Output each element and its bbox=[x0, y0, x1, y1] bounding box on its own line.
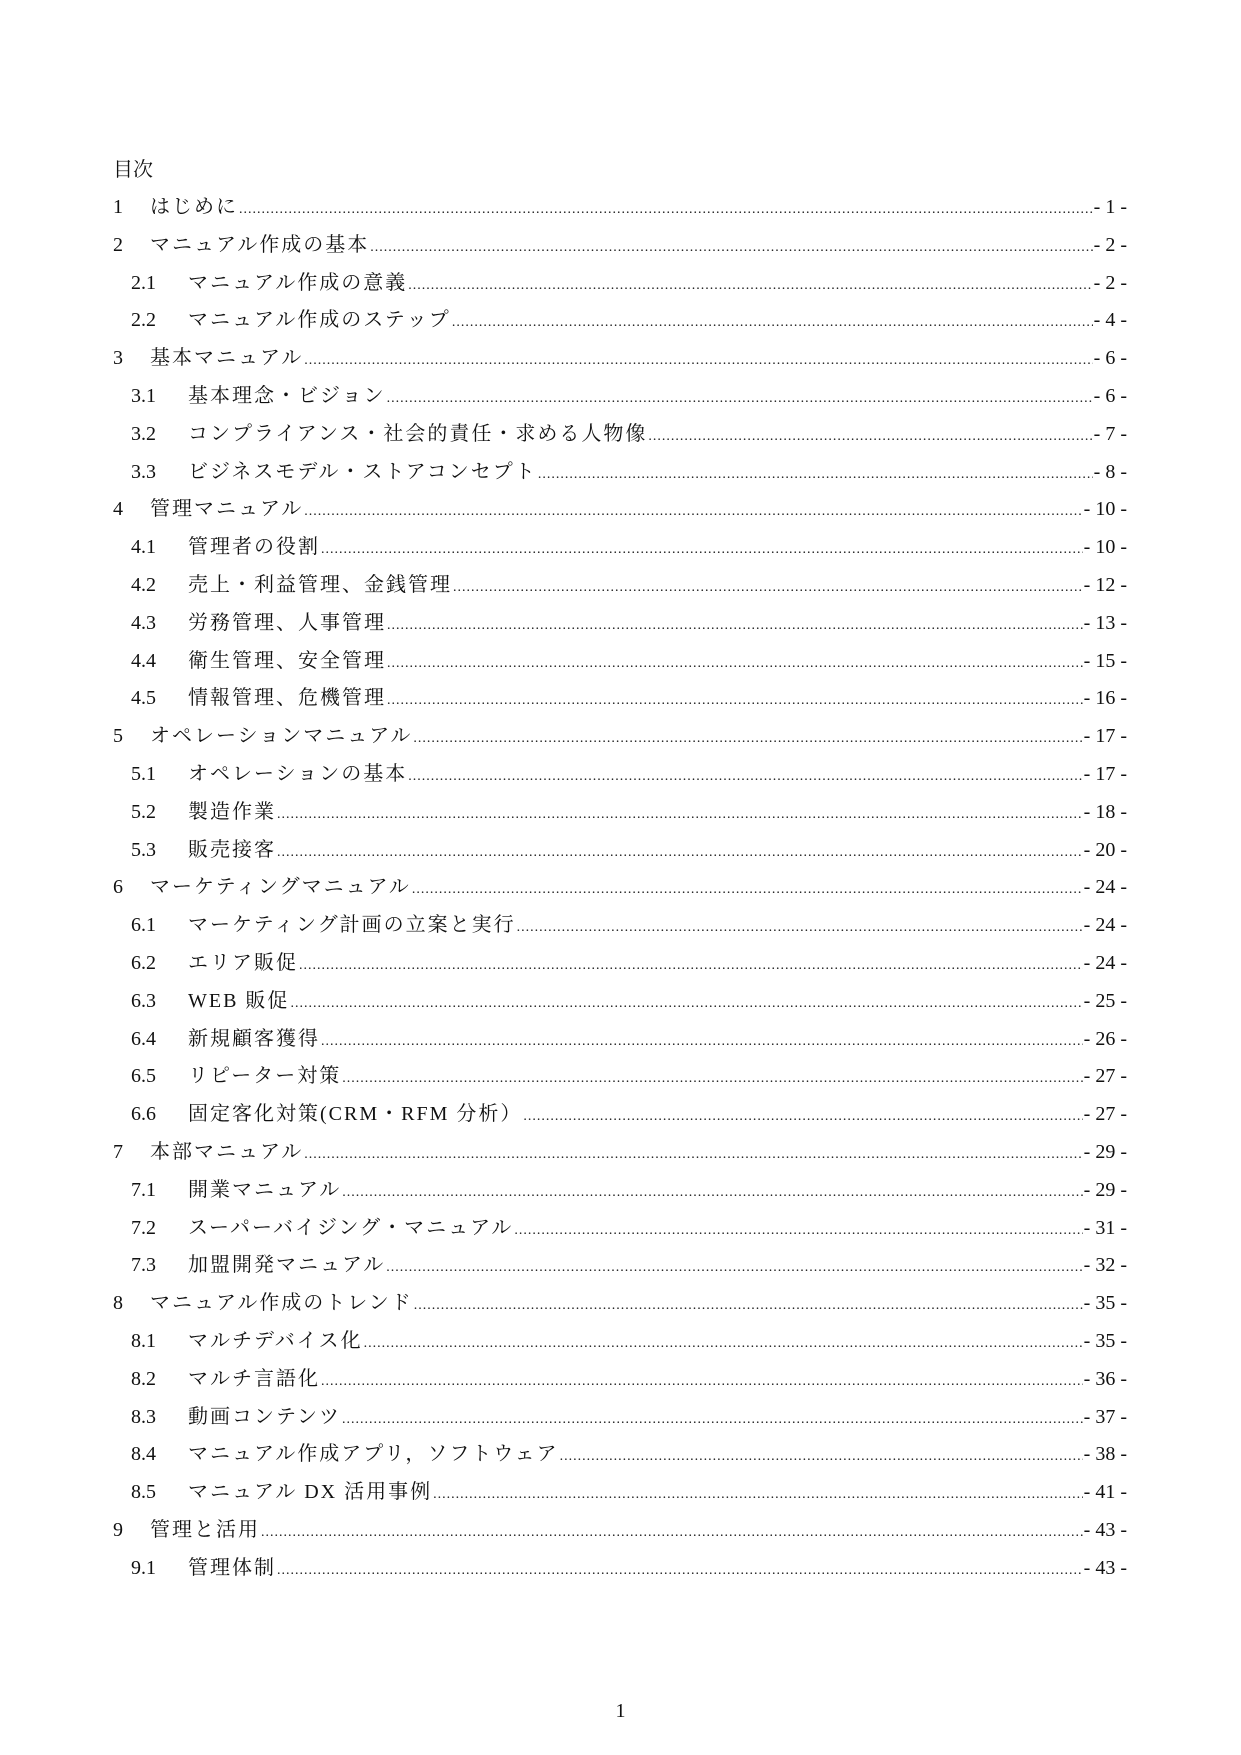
page-reference: - 24 - bbox=[1083, 914, 1127, 937]
section-number: 3.3 bbox=[131, 460, 156, 483]
toc-entry[interactable] bbox=[113, 1287, 1127, 1325]
dot-leader bbox=[560, 1441, 1083, 1473]
page-reference: - 27 - bbox=[1083, 1065, 1127, 1088]
section-title: 製造作業 bbox=[188, 800, 276, 823]
dot-leader bbox=[408, 761, 1082, 793]
page-reference: - 41 - bbox=[1083, 1481, 1127, 1504]
page-reference: - 37 - bbox=[1083, 1405, 1127, 1428]
section-number: 6.3 bbox=[131, 989, 156, 1012]
section-title: マニュアル作成の基本 bbox=[150, 233, 370, 256]
page-reference: - 18 - bbox=[1083, 800, 1127, 823]
section-number: 6.2 bbox=[131, 951, 156, 974]
dot-leader bbox=[387, 648, 1083, 680]
dot-leader bbox=[387, 610, 1083, 642]
dot-leader bbox=[277, 1555, 1083, 1587]
page-reference: - 10 - bbox=[1083, 498, 1127, 521]
section-title: 販売接客 bbox=[188, 838, 276, 861]
page-reference: - 25 - bbox=[1083, 989, 1127, 1012]
toc-entry[interactable] bbox=[113, 1476, 1127, 1514]
dot-leader bbox=[299, 950, 1083, 982]
section-title: マニュアル DX 活用事例 bbox=[188, 1481, 433, 1504]
section-number: 6.4 bbox=[131, 1027, 156, 1050]
section-title: 固定客化対策(CRM・RFM 分析） bbox=[188, 1103, 523, 1126]
section-title: マーケティング計画の立案と実行 bbox=[188, 914, 516, 937]
section-number: 3 bbox=[113, 347, 123, 370]
dot-leader bbox=[538, 459, 1093, 491]
dot-leader bbox=[370, 232, 1092, 264]
toc-entry[interactable] bbox=[113, 758, 1127, 796]
toc-entry[interactable] bbox=[113, 1438, 1127, 1476]
dot-leader bbox=[277, 799, 1083, 831]
section-title: 本部マニュアル bbox=[150, 1140, 304, 1163]
section-title: マーケティングマニュアル bbox=[150, 876, 411, 899]
section-number: 8.2 bbox=[131, 1367, 156, 1390]
section-number: 9.1 bbox=[131, 1556, 156, 1579]
section-number: 4.1 bbox=[131, 536, 156, 559]
toc-entry[interactable] bbox=[113, 909, 1127, 947]
dot-leader bbox=[321, 534, 1083, 566]
toc-entry[interactable] bbox=[113, 1249, 1127, 1287]
page-reference: - 24 - bbox=[1083, 876, 1127, 899]
page-reference: - 35 - bbox=[1083, 1329, 1127, 1352]
section-title: 基本マニュアル bbox=[150, 347, 304, 370]
page-reference: - 15 - bbox=[1083, 649, 1127, 672]
dot-leader bbox=[412, 874, 1083, 906]
toc-entry[interactable] bbox=[113, 1060, 1127, 1098]
section-number: 2.2 bbox=[131, 309, 156, 332]
page-reference: - 16 - bbox=[1083, 687, 1127, 710]
section-number: 5.2 bbox=[131, 800, 156, 823]
dot-leader bbox=[342, 1063, 1082, 1095]
toc-entry[interactable] bbox=[113, 418, 1127, 456]
page-reference: - 29 - bbox=[1083, 1140, 1127, 1163]
toc-entry[interactable] bbox=[113, 493, 1127, 531]
dot-leader bbox=[517, 912, 1083, 944]
section-number: 4 bbox=[113, 498, 123, 521]
page-reference: - 1 - bbox=[1093, 196, 1127, 218]
section-number: 6.6 bbox=[131, 1103, 156, 1126]
section-title: リピーター対策 bbox=[188, 1065, 342, 1088]
section-title: スーパーバイジング・マニュアル bbox=[188, 1216, 514, 1239]
toc-entry[interactable] bbox=[113, 1212, 1127, 1250]
section-title: 動画コンテンツ bbox=[188, 1405, 341, 1428]
section-number: 4.4 bbox=[131, 649, 156, 672]
section-title: 開業マニュアル bbox=[188, 1178, 342, 1201]
dot-leader bbox=[523, 1101, 1082, 1133]
section-title: コンプライアンス・社会的責任・求める人物像 bbox=[188, 422, 648, 445]
toc-entry[interactable] bbox=[113, 531, 1127, 569]
dot-leader bbox=[304, 496, 1082, 528]
dot-leader bbox=[453, 572, 1083, 604]
section-number: 4.2 bbox=[131, 573, 156, 596]
toc-entry[interactable] bbox=[113, 796, 1127, 834]
section-title: マニュアル作成のトレンド bbox=[150, 1292, 413, 1315]
section-title: 管理体制 bbox=[188, 1556, 276, 1579]
toc-entry[interactable] bbox=[113, 1552, 1127, 1590]
page-reference: - 20 - bbox=[1083, 838, 1127, 861]
page-reference: - 4 - bbox=[1093, 309, 1127, 332]
page-reference: - 27 - bbox=[1083, 1103, 1127, 1126]
page-reference: - 17 - bbox=[1083, 762, 1127, 785]
section-number: 1 bbox=[113, 196, 123, 218]
toc-entry[interactable] bbox=[113, 1325, 1127, 1363]
section-title: マニュアル作成の意義 bbox=[188, 271, 408, 294]
section-title: 加盟開発マニュアル bbox=[188, 1254, 386, 1277]
page-reference: - 31 - bbox=[1083, 1216, 1127, 1239]
section-number: 6 bbox=[113, 876, 123, 899]
page-reference: - 43 - bbox=[1083, 1518, 1127, 1541]
toc-entry[interactable] bbox=[113, 1363, 1127, 1401]
section-title: はじめに bbox=[150, 196, 238, 218]
toc-entry[interactable] bbox=[113, 720, 1127, 758]
section-number: 5 bbox=[113, 725, 123, 748]
page-reference: - 12 - bbox=[1083, 573, 1127, 596]
dot-leader bbox=[239, 194, 1093, 226]
page-reference: - 26 - bbox=[1083, 1027, 1127, 1050]
toc-heading: 目次 bbox=[113, 159, 153, 181]
toc-entry[interactable] bbox=[113, 834, 1127, 872]
section-number: 7.3 bbox=[131, 1254, 156, 1277]
dot-leader bbox=[414, 1290, 1083, 1322]
toc-entry[interactable] bbox=[113, 304, 1127, 342]
section-title: 管理マニュアル bbox=[150, 498, 304, 521]
section-number: 5.3 bbox=[131, 838, 156, 861]
dot-leader bbox=[648, 421, 1092, 453]
toc-entry[interactable] bbox=[113, 1136, 1127, 1174]
section-number: 2 bbox=[113, 233, 123, 256]
dot-leader bbox=[277, 837, 1083, 869]
dot-leader bbox=[408, 270, 1092, 302]
section-number: 8 bbox=[113, 1292, 123, 1315]
table-of-contents bbox=[113, 191, 1127, 1589]
section-number: 2.1 bbox=[131, 271, 156, 294]
section-title: 管理と活用 bbox=[150, 1518, 260, 1541]
section-number: 7 bbox=[113, 1140, 123, 1163]
section-title: マルチ言語化 bbox=[188, 1367, 320, 1390]
dot-leader bbox=[304, 345, 1092, 377]
section-number: 8.5 bbox=[131, 1481, 156, 1504]
section-title: マニュアル作成のステップ bbox=[188, 309, 451, 332]
toc-entry[interactable] bbox=[113, 229, 1127, 267]
page-reference: - 32 - bbox=[1083, 1254, 1127, 1277]
page-reference: - 13 - bbox=[1083, 611, 1127, 634]
page-reference: - 35 - bbox=[1083, 1292, 1127, 1315]
section-number: 5.1 bbox=[131, 762, 156, 785]
dot-leader bbox=[387, 383, 1093, 415]
section-number: 3.1 bbox=[131, 384, 156, 407]
section-number: 3.2 bbox=[131, 422, 156, 445]
page-reference: - 43 - bbox=[1083, 1556, 1127, 1579]
toc-entry[interactable] bbox=[113, 682, 1127, 720]
toc-entry[interactable] bbox=[113, 985, 1127, 1023]
dot-leader bbox=[413, 723, 1082, 755]
section-title: 基本理念・ビジョン bbox=[188, 384, 386, 407]
section-title: オペレーションマニュアル bbox=[150, 725, 413, 748]
page-reference: - 38 - bbox=[1083, 1443, 1127, 1466]
dot-leader bbox=[452, 307, 1093, 339]
section-number: 8.1 bbox=[131, 1329, 156, 1352]
section-number: 6.1 bbox=[131, 914, 156, 937]
section-title: 売上・利益管理、金銭管理 bbox=[188, 573, 452, 596]
dot-leader bbox=[433, 1479, 1083, 1511]
dot-leader bbox=[514, 1215, 1082, 1247]
toc-entry[interactable] bbox=[113, 607, 1127, 645]
section-number: 4.3 bbox=[131, 611, 156, 634]
section-title: マニュアル作成アプリ，ソフトウェア bbox=[188, 1443, 559, 1466]
toc-entry[interactable] bbox=[113, 569, 1127, 607]
dot-leader bbox=[386, 1252, 1082, 1284]
dot-leader bbox=[290, 988, 1082, 1020]
page-reference: - 6 - bbox=[1093, 384, 1127, 407]
toc-entry[interactable] bbox=[113, 191, 1127, 229]
toc-entry[interactable] bbox=[113, 1514, 1127, 1552]
toc-entry[interactable] bbox=[113, 1174, 1127, 1212]
toc-entry[interactable] bbox=[113, 456, 1127, 494]
toc-entry[interactable] bbox=[113, 1401, 1127, 1439]
page-reference: - 24 - bbox=[1083, 951, 1127, 974]
page-reference: - 36 - bbox=[1083, 1367, 1127, 1390]
section-title: 労務管理、人事管理 bbox=[188, 611, 386, 634]
page-reference: - 7 - bbox=[1093, 422, 1127, 445]
section-title: 新規顧客獲得 bbox=[188, 1027, 320, 1050]
dot-leader bbox=[321, 1026, 1083, 1058]
toc-entry[interactable] bbox=[113, 342, 1127, 380]
page-reference: - 17 - bbox=[1083, 725, 1127, 748]
dot-leader bbox=[387, 685, 1083, 717]
section-title: オペレーションの基本 bbox=[188, 762, 408, 785]
section-title: WEB 販促 bbox=[188, 989, 290, 1012]
section-title: 管理者の役割 bbox=[188, 536, 320, 559]
toc-entry[interactable] bbox=[113, 267, 1127, 305]
section-title: 情報管理、危機管理 bbox=[188, 687, 386, 710]
section-number: 6.5 bbox=[131, 1065, 156, 1088]
section-number: 7.1 bbox=[131, 1178, 156, 1201]
dot-leader bbox=[342, 1404, 1083, 1436]
dot-leader bbox=[261, 1517, 1083, 1549]
section-title: ビジネスモデル・ストアコンセプト bbox=[188, 460, 537, 483]
page-reference: - 2 - bbox=[1093, 271, 1127, 294]
section-number: 9 bbox=[113, 1518, 123, 1541]
toc-entry[interactable] bbox=[113, 645, 1127, 683]
dot-leader bbox=[364, 1328, 1083, 1360]
toc-entry[interactable] bbox=[113, 380, 1127, 418]
section-number: 8.3 bbox=[131, 1405, 156, 1428]
dot-leader bbox=[304, 1139, 1082, 1171]
page-reference: - 10 - bbox=[1083, 536, 1127, 559]
toc-entry[interactable] bbox=[113, 1023, 1127, 1061]
page-reference: - 6 - bbox=[1093, 347, 1127, 370]
page-reference: - 8 - bbox=[1093, 460, 1127, 483]
section-number: 8.4 bbox=[131, 1443, 156, 1466]
section-title: マルチデバイス化 bbox=[188, 1329, 363, 1352]
dot-leader bbox=[321, 1366, 1083, 1398]
page-reference: - 29 - bbox=[1083, 1178, 1127, 1201]
toc-entry[interactable] bbox=[113, 1098, 1127, 1136]
dot-leader bbox=[342, 1177, 1082, 1209]
page-reference: - 2 - bbox=[1093, 233, 1127, 256]
toc-entry[interactable] bbox=[113, 871, 1127, 909]
toc-entry[interactable] bbox=[113, 947, 1127, 985]
page-number: 1 bbox=[615, 1700, 626, 1722]
section-number: 7.2 bbox=[131, 1216, 156, 1239]
section-title: エリア販促 bbox=[188, 951, 298, 974]
section-number: 4.5 bbox=[131, 687, 156, 710]
section-title: 衛生管理、安全管理 bbox=[188, 649, 386, 672]
